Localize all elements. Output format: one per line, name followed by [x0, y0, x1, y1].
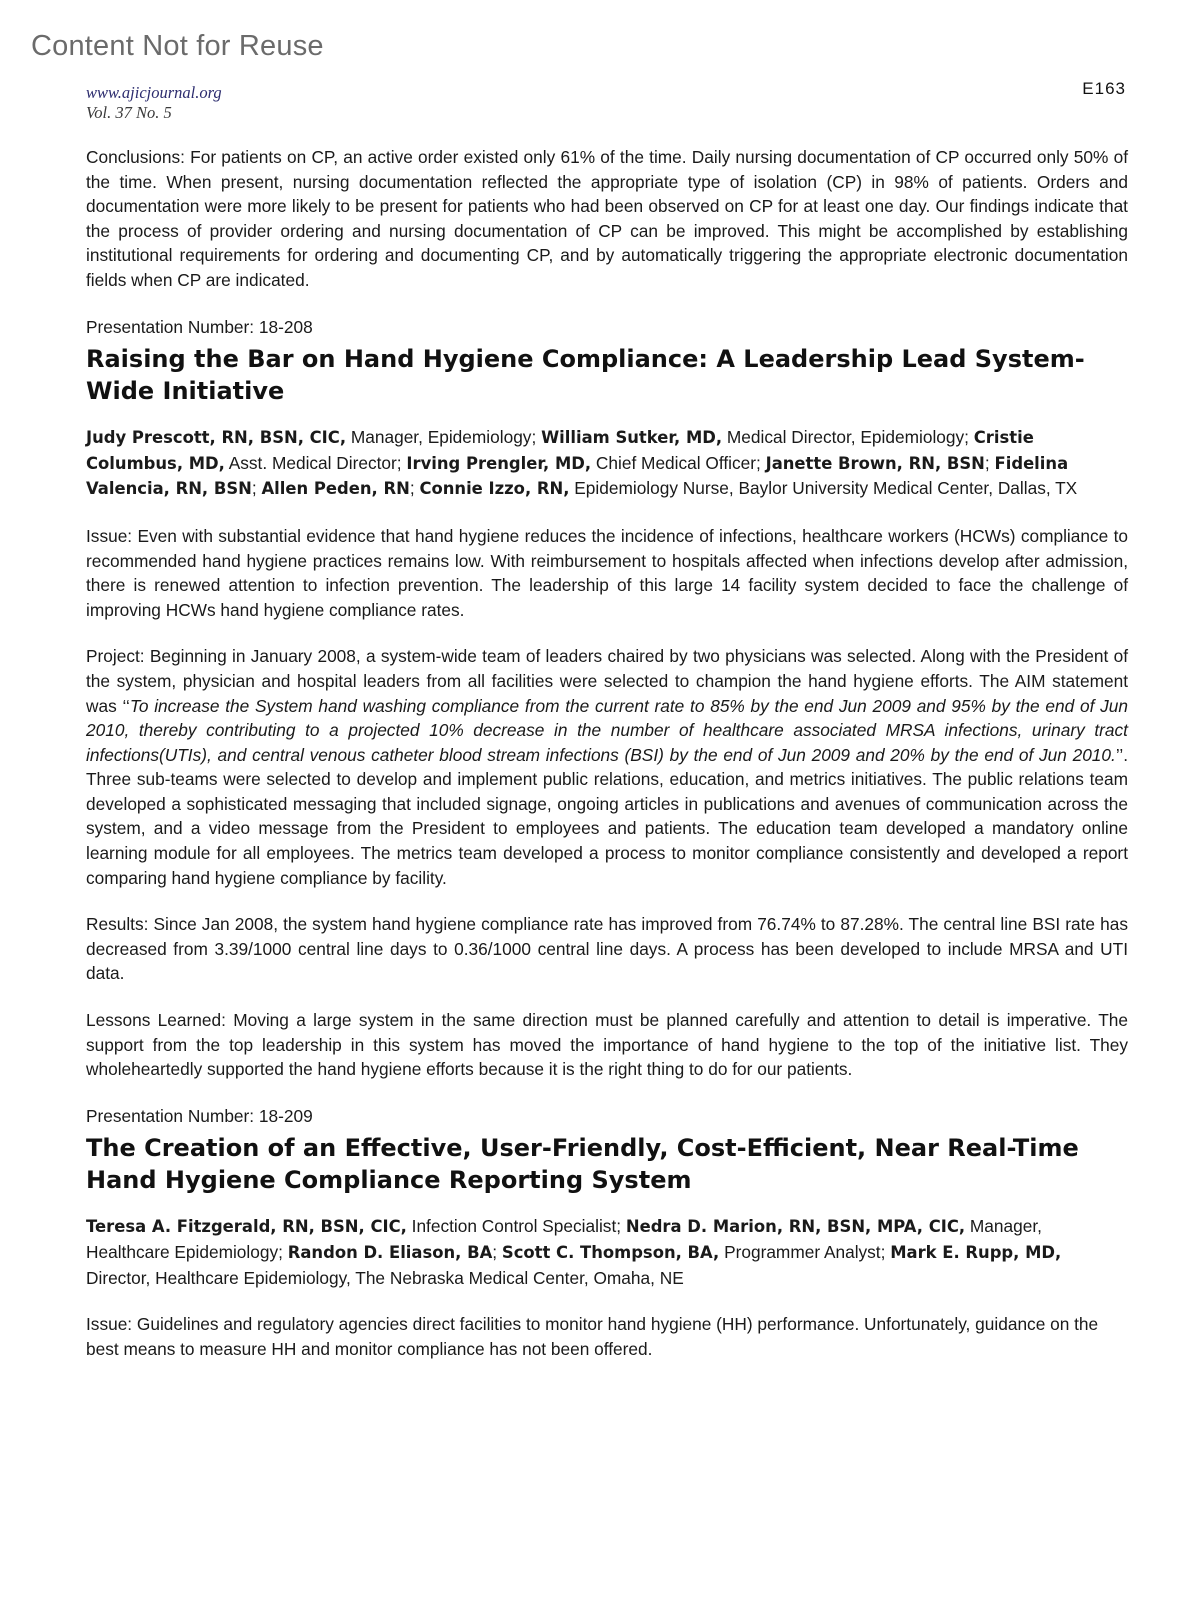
author-affiliation: Epidemiology Nurse, Baylor University Medical Center, Dallas, TX — [569, 478, 1078, 499]
abstract-18-208 — [86, 315, 1128, 1082]
author-affiliation: Manager, Epidemiology; — [346, 427, 542, 448]
watermark: Content Not for Reuse — [31, 30, 324, 62]
author-name: Randon D. Eliason, BA — [287, 1243, 493, 1262]
author-list — [86, 425, 1128, 502]
author-affiliation: Programmer Analyst; — [719, 1242, 891, 1262]
author-affiliation: Chief Medical Officer; — [591, 452, 766, 473]
author-affiliation: ; — [409, 478, 420, 499]
lessons-paragraph: Lessons Learned: Moving a large system in the same direction must be planned carefully and attention to detail is imperative. The support from the top leadership in this system has moved the importance of hand hygiene to the top of the initiative list. They wholeheartedly supported the hand hygiene efforts because it is the right thing to do for our patients. — [86, 1010, 1128, 1080]
author-affiliation: Infection Control Specialist; — [406, 1216, 626, 1237]
author-affiliation: Director, Healthcare Epidemiology, The Nebraska Medical Center, Omaha, NE — [86, 1267, 684, 1288]
author-list — [86, 1214, 1128, 1290]
abstract-title: The Creation of an Effective, User-Friendly, Cost-Efficient, Near Real-Time Hand Hygiene Compliance Reporting System — [86, 1134, 1079, 1195]
author-name: Janette Brown, RN, BSN — [765, 453, 985, 473]
author-name: Scott C. Thompson, BA, — [501, 1243, 720, 1262]
author-affiliation: ; — [251, 478, 262, 499]
author-name: Mark E. Rupp, MD, — [890, 1243, 1062, 1262]
author-name: Nedra D. Marion, RN, BSN, MPA, CIC, — [625, 1217, 966, 1237]
results-paragraph: Results: Since Jan 2008, the system hand hygiene compliance rate has improved from 76.74% to 87.28%. The central line BSI rate has decreased from 3.39/1000 central line days to 0.36/1000 central line days. A process has been developed to include MRSA and UTI data. — [86, 914, 1128, 984]
project-paragraph — [86, 644, 1128, 890]
project-text: Project: Beginning in January 2008, a system-wide team of leaders chaired by two physicians was selected. Along with the President of the system, physician and hospital leaders from all facilities were selected to champion the hand hygiene efforts. The AIM statement was ‘‘ — [86, 646, 1128, 716]
author-affiliation: Asst. Medical Director; — [224, 452, 407, 473]
author-name: Cristie Columbus, MD, — [86, 428, 1034, 473]
conclusions-paragraph: Conclusions: For patients on CP, an active order existed only 61% of the time. Daily nursing documentation of CP occurred only 50% of the time. When present, nursing documentation reflected the appropriate type of isolation (CP) in 98% of patients. Orders and documentation were more likely to be present for patients who had been observed on CP for at least one day. Our findings indicate that the process of provider ordering and nursing documentation of CP can be improved. This might be accomplished by establishing institutional requirements for ordering and documenting CP, and by automatically triggering the appropriate electronic documentation fields when CP are indicated. — [86, 147, 1128, 290]
author-name: William Sutker, MD, — [541, 428, 723, 448]
page-content — [86, 145, 1128, 1383]
author-name: Teresa A. Fitzgerald, RN, BSN, CIC, — [86, 1217, 407, 1237]
author-name: Fidelina Valencia, RN, BSN — [86, 453, 1069, 499]
project-text-continued: ’’. Three sub-teams were selected to develop and implement public relations, education, and metrics initiatives. The public relations team developed a sophisticated messaging that included signage, ongoing articles in publications and avenues of communication across the system, and a video message from the President to employees and patients. The education team developed a mandatory online learning module for all employees. The metrics team developed a process to monitor compliance consistently and developed a report comparing hand hygiene compliance by facility. — [86, 744, 1128, 888]
author-name: Judy Prescott, RN, BSN, CIC, — [86, 428, 347, 448]
author-name: Connie Izzo, RN, — [419, 479, 570, 499]
author-name: Irving Prengler, MD, — [406, 453, 592, 473]
author-affiliation: Medical Director, Epidemiology; — [722, 427, 974, 448]
abstract-18-209 — [86, 1104, 1128, 1362]
author-affiliation: Manager, Healthcare Epidemiology; — [86, 1216, 1042, 1262]
aim-statement: To increase the System hand washing compliance from the current rate to 85% by the end Jun 2009 and 95% by the end of Jun 2010, thereby contributing to a projected 10% decrease in the number of healthcare associated MRSA infections, urinary tract infections(UTIs), and central venous catheter blood stream infections (BSI) by the end of Jun 2009 and 20% by the end of Jun 2010. — [86, 695, 1128, 765]
issue-paragraph: Issue: Guidelines and regulatory agencies direct facilities to monitor hand hygiene (HH) performance. Unfortunately, guidance on the best means to measure HH and monitor compliance has not been offered. — [86, 1314, 1099, 1359]
journal-url[interactable]: www.ajicjournal.org — [86, 83, 222, 102]
author-affiliation: ; — [984, 452, 995, 473]
journal-info — [86, 83, 222, 123]
author-name: Allen Peden, RN — [261, 479, 410, 499]
author-affiliation: ; — [492, 1242, 502, 1262]
abstract-title: Raising the Bar on Hand Hygiene Compliance: A Leadership Lead System-Wide Initiative — [86, 345, 1085, 406]
issue-paragraph: Issue: Even with substantial evidence that hand hygiene reduces the incidence of infections, healthcare workers (HCWs) compliance to recommended hand hygiene practices remains low. With reimbursement to hospitals affected when infections develop after admission, there is renewed attention to infection prevention. The leadership of this large 14 facility system decided to face the challenge of improving HCWs hand hygiene compliance rates. — [86, 525, 1128, 620]
presentation-number: Presentation Number: 18-209 — [86, 1105, 313, 1126]
journal-volume: Vol. 37 No. 5 — [86, 103, 172, 122]
page-number: E163 — [1082, 79, 1126, 98]
presentation-number: Presentation Number: 18-208 — [86, 316, 313, 337]
